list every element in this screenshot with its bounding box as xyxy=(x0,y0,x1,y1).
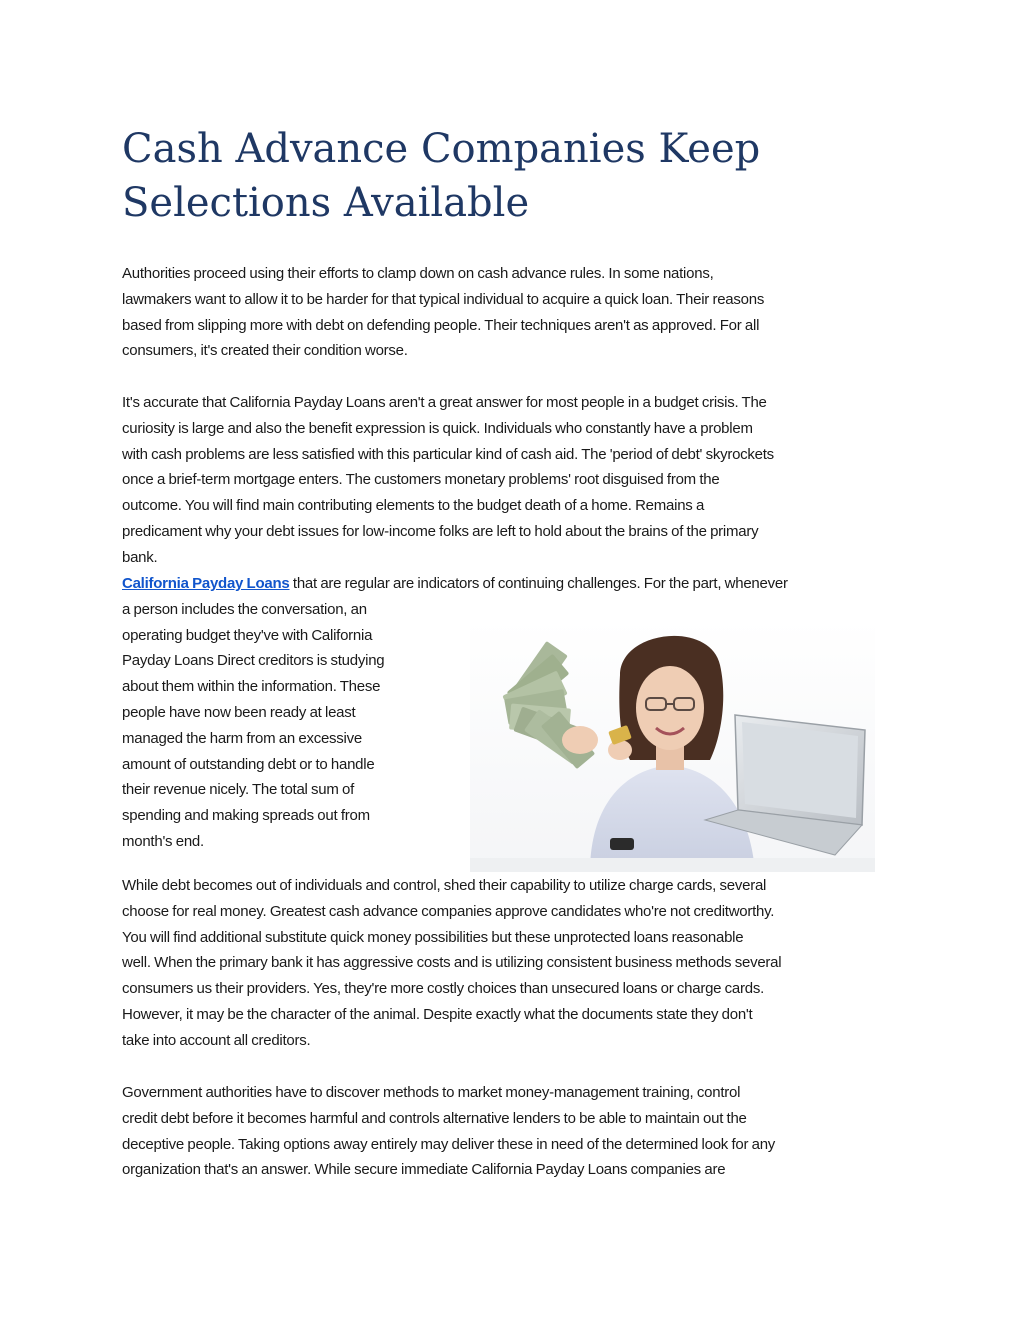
text-line: consumers, it's created their condition worse. xyxy=(122,342,408,360)
text-line: credit debt before it becomes harmful and controls alternative lenders to be able to maintain out the xyxy=(122,1109,747,1127)
paragraph-5 xyxy=(122,1080,775,1183)
text-line: based from slipping more with debt on defending people. Their techniques aren't as approved. For all xyxy=(122,316,760,334)
text-line: a person includes the conversation, an xyxy=(122,600,367,618)
text-line: Government authorities have to discover methods to market money-management training, control xyxy=(122,1084,741,1101)
text-line: outcome. You will find main contributing elements to the budget death of a home. Remains a xyxy=(122,497,705,515)
text-line: While debt becomes out of individuals and control, shed their capability to utilize charge cards, several xyxy=(122,877,767,894)
text-line: predicament why your debt issues for low-income folks are left to hold about the brains of the primary xyxy=(122,522,759,540)
text-line: spending and making spreads out from xyxy=(122,807,370,825)
text-line: operating budget they've with California xyxy=(122,626,373,644)
paragraph-2 xyxy=(122,390,774,571)
text-line: take into account all creditors. xyxy=(122,1031,311,1049)
text-line: However, it may be the character of the animal. Despite exactly what the documents state they don't xyxy=(122,1005,753,1023)
paragraph-4 xyxy=(122,873,781,1054)
woman-with-money-and-laptop-image xyxy=(470,620,875,872)
text-line: about them within the information. These xyxy=(122,678,381,696)
text-line: their revenue nicely. The total sum of xyxy=(122,781,355,799)
paragraph-1 xyxy=(122,261,764,364)
text-line: lawmakers want to allow it to be harder for that typical individual to acquire a quick loan. Their reasons xyxy=(122,290,765,308)
text-line: Authorities proceed using their efforts to clamp down on cash advance rules. In some nations, xyxy=(122,265,714,282)
text-line: bank. xyxy=(122,548,158,566)
illustration-svg xyxy=(470,620,875,872)
text-line: with cash problems are less satisfied with this particular kind of cash aid. The 'period of debt' skyrockets xyxy=(122,445,774,463)
title-line: Selections Available xyxy=(122,180,530,226)
text-line: It's accurate that California Payday Loans aren't a great answer for most people in a budget crisis. The xyxy=(122,394,767,411)
text-line: managed the harm from an excessive xyxy=(122,729,362,747)
text-line: well. When the primary bank it has aggressive costs and is utilizing consistent business methods several xyxy=(122,954,782,972)
text-segment: that are regular are indicators of continuing challenges. For the part, whenever xyxy=(289,575,788,592)
text-line: choose for real money. Greatest cash advance companies approve candidates who're not creditworthy. xyxy=(122,902,775,920)
phone-icon xyxy=(610,838,634,850)
text-line: once a brief-term mortgage enters. The customers monetary problems' root disguised from the xyxy=(122,471,720,489)
text-line xyxy=(122,571,788,597)
text-line: Payday Loans Direct creditors is studying xyxy=(122,652,385,670)
california-payday-loans-link[interactable]: California Payday Loans xyxy=(122,575,290,592)
text-line: deceptive people. Taking options away entirely may deliver these in need of the determined look for any xyxy=(122,1135,776,1153)
text-line: curiosity is large and also the benefit expression is quick. Individuals who constantly have a problem xyxy=(122,419,753,437)
page-title xyxy=(122,122,922,230)
text-line: consumers us their providers. Yes, they're more costly choices than unsecured loans or charge cards. xyxy=(122,980,765,998)
text-line: month's end. xyxy=(122,832,204,850)
text-line: amount of outstanding debt or to handle xyxy=(122,755,375,773)
text-line: organization that's an answer. While secure immediate California Payday Loans companies are xyxy=(122,1161,726,1179)
text-line: people have now been ready at least xyxy=(122,703,356,721)
title-line: Cash Advance Companies Keep xyxy=(122,126,761,172)
text-line: You will find additional substitute quick money possibilities but these unprotected loans reasonable xyxy=(122,928,744,946)
